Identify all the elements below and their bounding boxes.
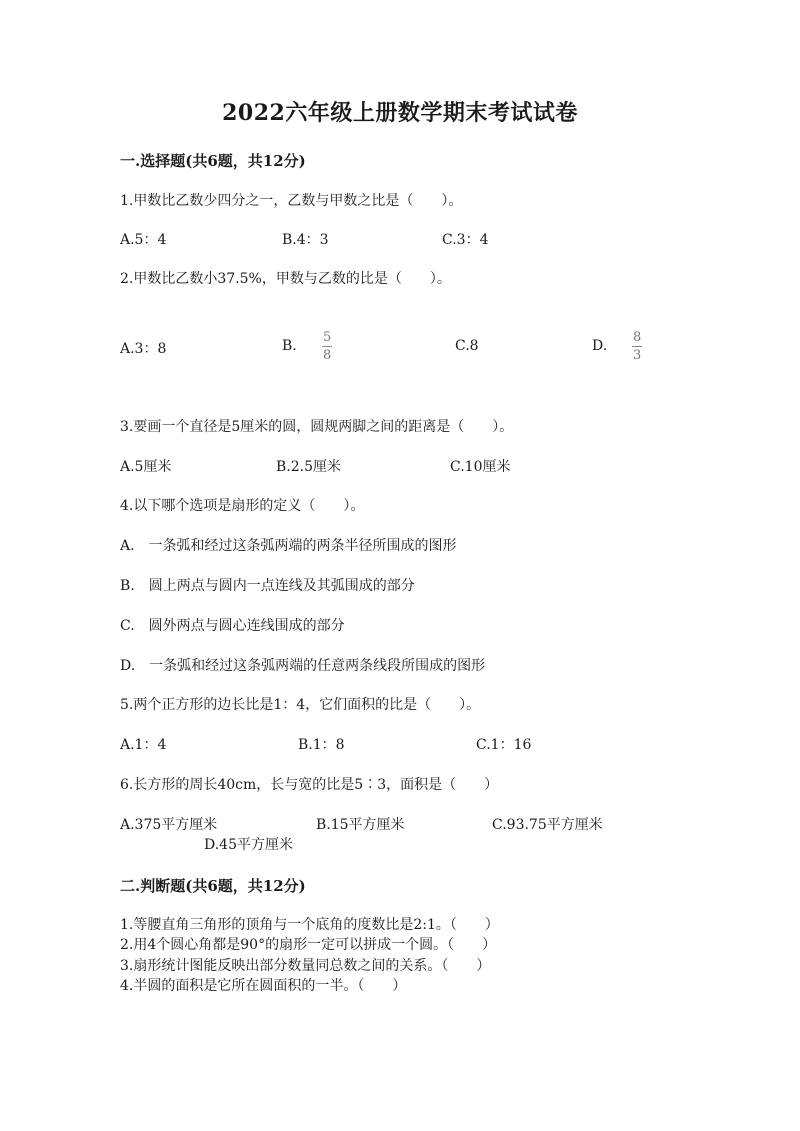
q4-option-c: C. 圆外两点与圆心连线围成的部分: [120, 618, 345, 634]
q6-option-c: C.93.75平方厘米: [492, 817, 603, 833]
question-4: 4.以下哪个选项是扇形的定义（ ）。: [120, 498, 365, 514]
q1-option-a: A.5：4: [120, 232, 167, 248]
judgment-item-2: 2.用4个圆心角都是90°的扇形一定可以拼成一个圆。（ ）: [120, 937, 497, 953]
question-1: 1.甲数比乙数少四分之一，乙数与甲数之比是（ ）。: [120, 193, 463, 209]
question-2: 2.甲数比乙数小37.5%，甲数与乙数的比是（ ）。: [120, 271, 451, 287]
fraction-bar: [632, 346, 642, 347]
fraction-denominator: 3: [633, 348, 642, 363]
q5-option-a: A.1：4: [120, 737, 167, 753]
q6-option-a: A.375平方厘米: [120, 817, 218, 833]
q3-option-b: B.2.5厘米: [276, 459, 342, 475]
judgment-item-1: 1.等腰直角三角形的顶角与一个底角的度数比是2:1。（ ）: [120, 917, 499, 933]
q2-option-d-fraction: [632, 330, 642, 363]
q2-option-b-label: B.: [282, 338, 297, 354]
q4-option-a: A. 一条弧和经过这条弧两端的两条半径所围成的图形: [120, 538, 457, 554]
q4-option-d: D. 一条弧和经过这条弧两端的任意两条线段所围成的图形: [120, 658, 486, 674]
q2-option-d-label: D.: [592, 338, 608, 354]
q1-option-b: B.4：3: [282, 232, 329, 248]
fraction-numerator: 5: [323, 330, 332, 345]
q2-option-a: A.3：8: [120, 341, 167, 357]
judgment-item-3: 3.扇形统计图能反映出部分数量同总数之间的关系。（ ）: [120, 958, 491, 974]
page-title: 2022六年级上册数学期末考试试卷: [222, 100, 578, 126]
q2-option-b-fraction: [322, 330, 332, 363]
fraction-bar: [322, 346, 332, 347]
judgment-item-4: 4.半圆的面积是它所在圆面积的一半。（ ）: [120, 978, 407, 994]
q1-option-c: C.3：4: [442, 232, 489, 248]
q6-option-d: D.45平方厘米: [204, 837, 293, 853]
q5-option-b: B.1：8: [298, 737, 345, 753]
question-3: 3.要画一个直径是5厘米的圆，圆规两脚之间的距离是（ ）。: [120, 419, 514, 435]
question-5: 5.两个正方形的边长比是1：4，它们面积的比是（ ）。: [120, 697, 481, 713]
q2-option-c: C.8: [455, 338, 479, 354]
q3-option-a: A.5厘米: [120, 459, 172, 475]
fraction-numerator: 8: [633, 330, 642, 345]
section-heading-choice: 一.选择题(共6题，共12分): [120, 152, 306, 170]
q6-option-b: B.15平方厘米: [316, 817, 405, 833]
section-heading-judgment: 二.判断题(共6题，共12分): [120, 877, 306, 895]
fraction-denominator: 8: [323, 348, 332, 363]
q4-option-b: B. 圆上两点与圆内一点连线及其弧围成的部分: [120, 578, 415, 594]
question-6: 6.长方形的周长40cm，长与宽的比是5∶3，面积是（ ）: [120, 777, 499, 793]
q3-option-c: C.10厘米: [450, 459, 511, 475]
q5-option-c: C.1：16: [476, 737, 532, 753]
